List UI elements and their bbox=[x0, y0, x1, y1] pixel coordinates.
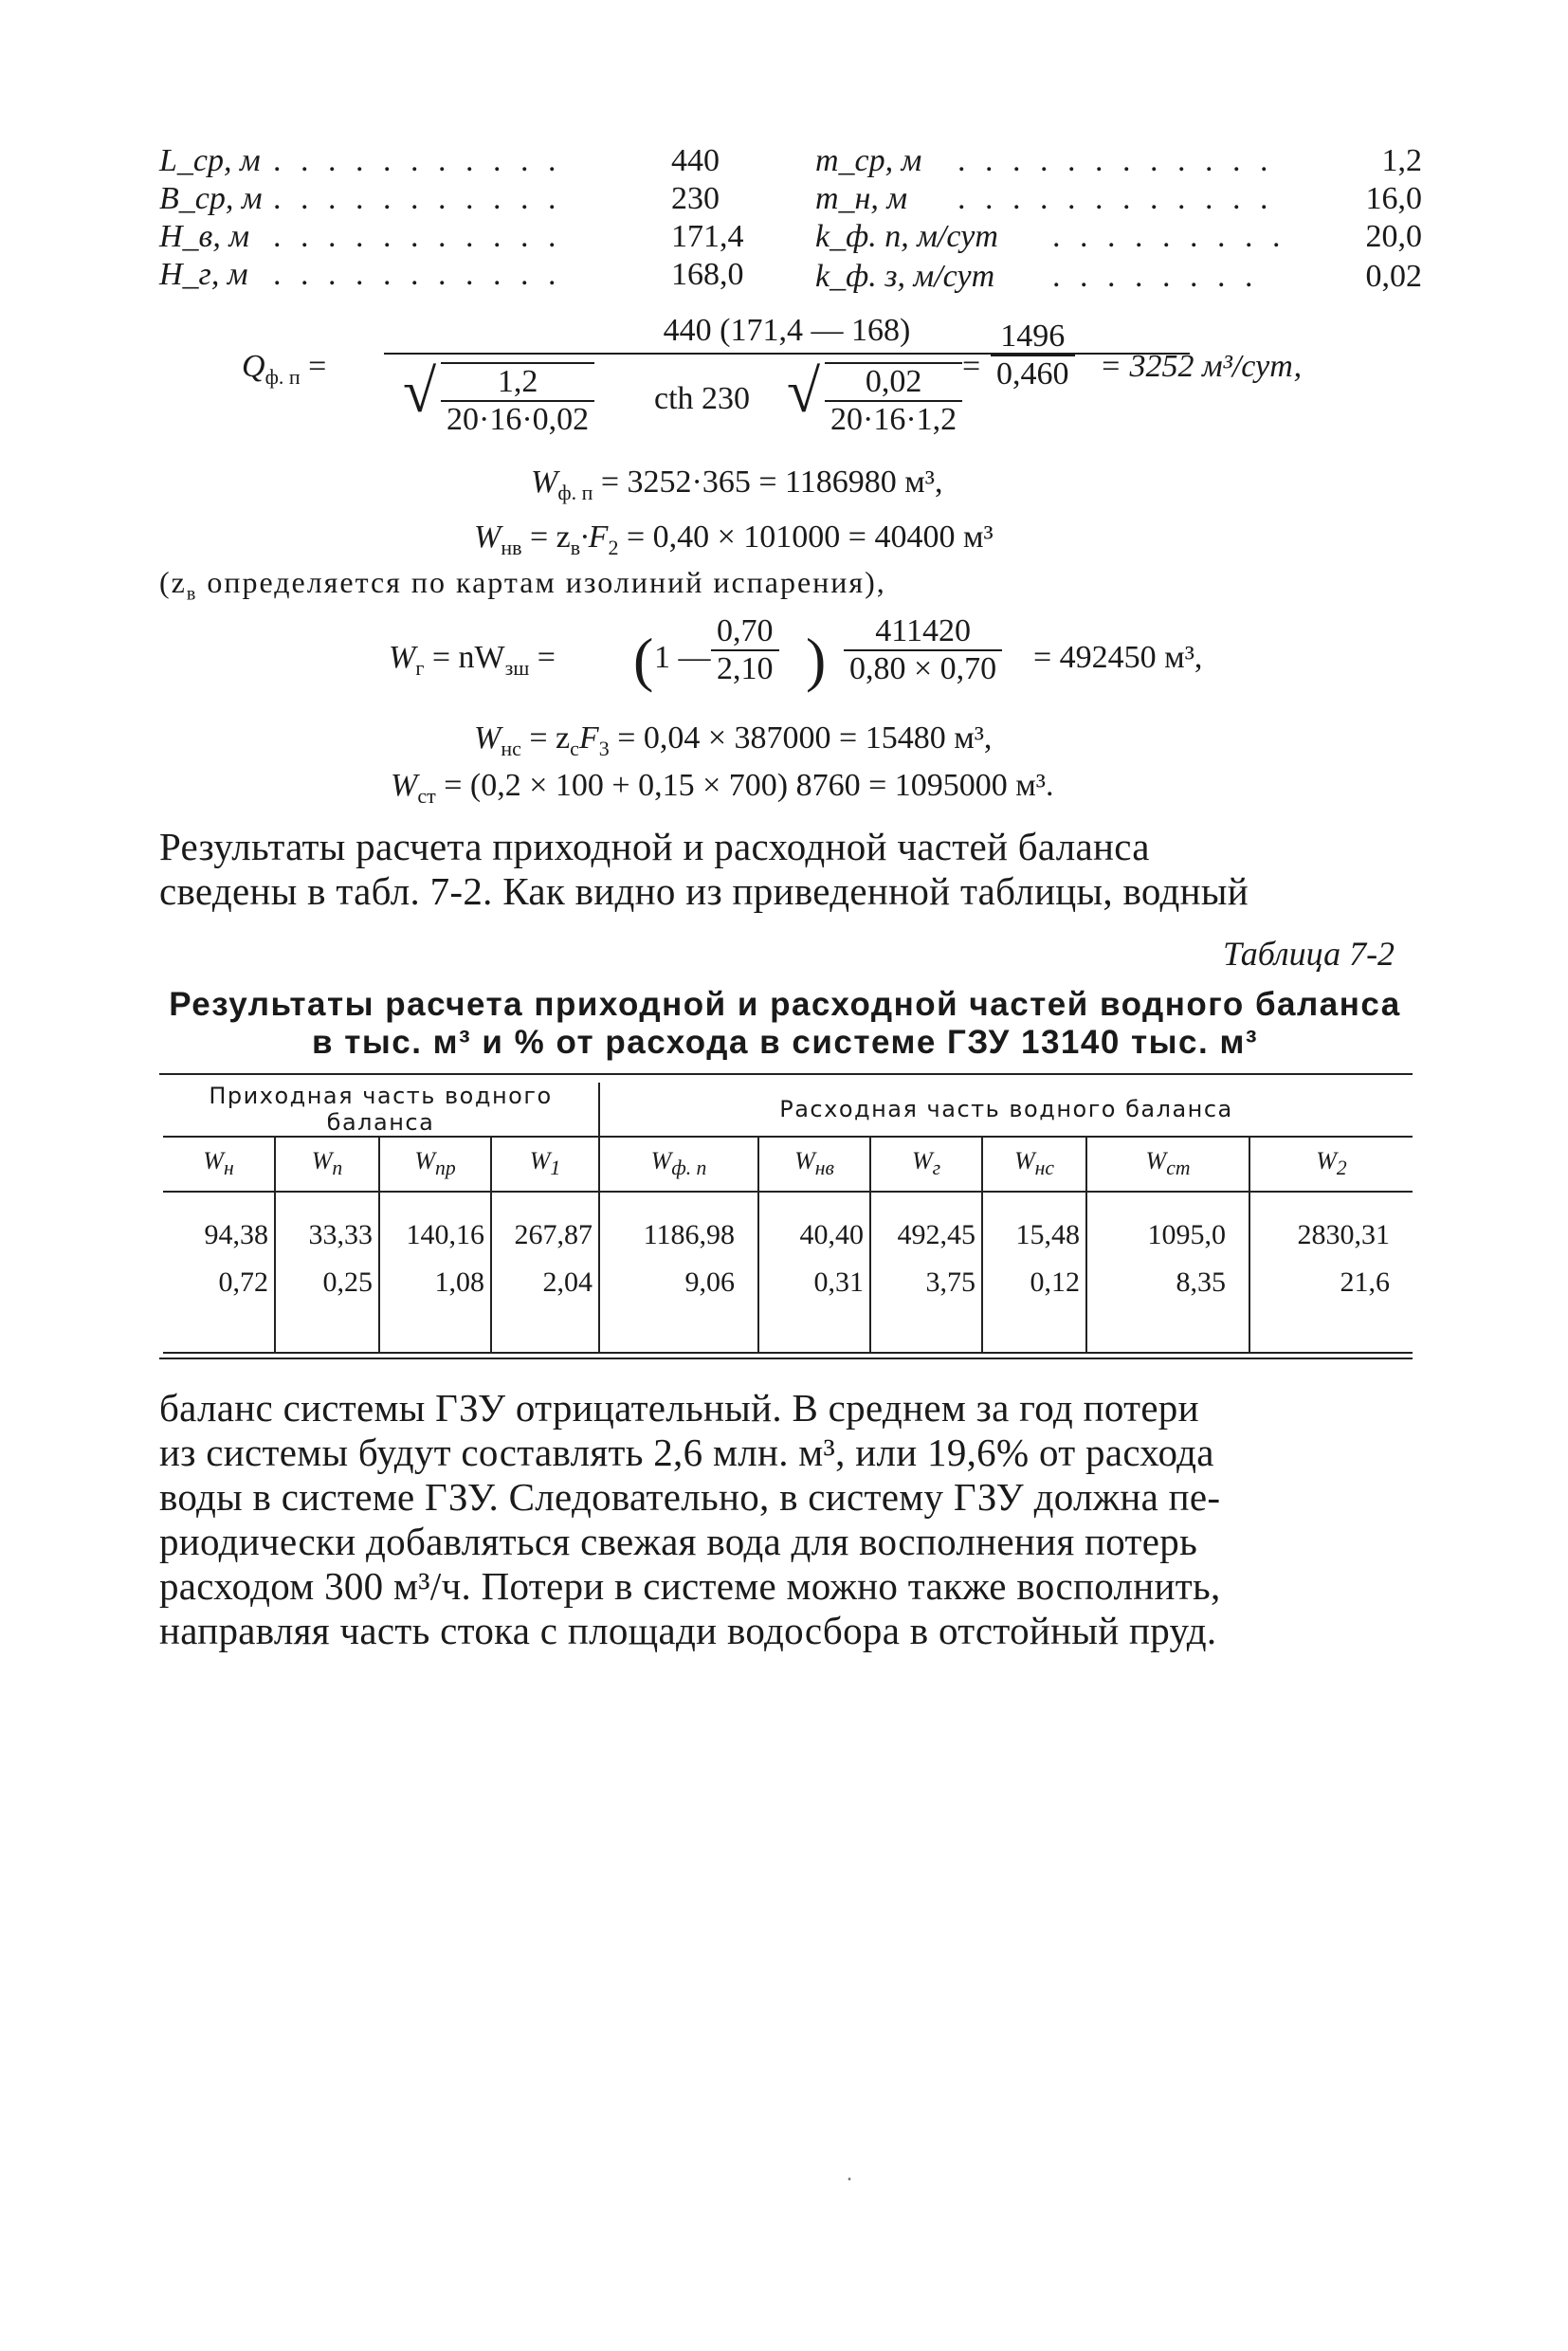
subscript: ф. п bbox=[557, 480, 593, 504]
subscript: 2 bbox=[608, 535, 619, 559]
equation-rhs: = 0,04 × 387000 = 15480 м³, bbox=[617, 720, 993, 756]
cell-value-percent: 9,06 bbox=[684, 1267, 735, 1298]
paragraph-line: направляя часть стока с площади водосбора в отстойный пруд. bbox=[159, 1609, 1217, 1652]
param-value: 171,4 bbox=[671, 219, 744, 254]
subscript: ф. п bbox=[671, 1157, 707, 1180]
sqrt-sign: √ bbox=[403, 357, 437, 425]
subscript: ф. п bbox=[264, 364, 301, 389]
fraction-numerator: 440 (171,4 — 168) bbox=[384, 313, 1190, 355]
equation-w-nv bbox=[474, 519, 994, 560]
result-denominator: 0,460 bbox=[996, 356, 1069, 392]
symbol: ·F bbox=[580, 519, 609, 555]
param-value: 168,0 bbox=[671, 257, 744, 292]
param-leader-dots: . . . . . . . . . . . . bbox=[957, 143, 1274, 178]
table-cell bbox=[275, 1192, 379, 1353]
equation-result: = 3252 м³/сут, bbox=[1100, 349, 1303, 384]
param-value: 0,02 bbox=[1365, 259, 1422, 294]
fraction-numerator: 0,70 bbox=[711, 613, 779, 651]
col-header bbox=[275, 1137, 379, 1192]
cell-value-percent: 0,12 bbox=[1030, 1267, 1080, 1298]
param-leader-dots: . . . . . . . . . . . bbox=[273, 143, 562, 178]
symbol: F bbox=[578, 720, 599, 756]
paragraph-line: риодически добавляться свежая вода для восполнения потерь bbox=[159, 1520, 1198, 1563]
paragraph-line: сведены в табл. 7-2. Как видно из приведенной таблицы, водный bbox=[159, 869, 1249, 913]
paragraph-intro bbox=[159, 825, 1411, 914]
table-cell bbox=[599, 1192, 758, 1353]
subscript: пр bbox=[435, 1157, 456, 1180]
cell-value-percent: 0,31 bbox=[813, 1267, 864, 1298]
equation-w-st bbox=[391, 768, 1053, 809]
param-label: L_ср, м bbox=[159, 143, 261, 178]
col-header bbox=[870, 1137, 982, 1192]
cell-value-percent: 2,04 bbox=[542, 1267, 593, 1298]
cell-value-percent: 0,72 bbox=[218, 1267, 268, 1298]
col-header bbox=[599, 1137, 758, 1192]
param-label: B_ср, м bbox=[159, 181, 263, 216]
equation-w-fp bbox=[531, 465, 942, 505]
symbol: W bbox=[529, 1147, 551, 1176]
table-title-line: Результаты расчета приходной и расходной частей водного баланса bbox=[169, 986, 1401, 1023]
page-footer-mark: . bbox=[847, 2161, 852, 2186]
fraction-denominator: 0,80 × 0,70 bbox=[849, 651, 997, 686]
cell-value-percent: 3,75 bbox=[925, 1267, 975, 1298]
subscript: в bbox=[186, 583, 198, 605]
symbol: W bbox=[1316, 1147, 1337, 1176]
cell-value-amount: 267,87 bbox=[514, 1219, 593, 1250]
water-balance-table bbox=[163, 1083, 1413, 1354]
param-label: H_г, м bbox=[159, 257, 248, 292]
result-numerator: 1496 bbox=[991, 319, 1075, 356]
param-leader-dots: . . . . . . . . . bbox=[1052, 219, 1286, 254]
param-label: m_н, м bbox=[815, 181, 908, 216]
equation-rhs: = 0,40 × 101000 = 40400 м³ bbox=[626, 519, 994, 555]
symbol: W bbox=[391, 768, 418, 803]
equation-rhs: = (0,2 × 100 + 0,15 × 700) 8760 = 1095000 м³. bbox=[444, 768, 1054, 803]
sqrt-sign: √ bbox=[787, 357, 821, 425]
equation-rhs: = 3252·365 = 1186980 м³, bbox=[600, 465, 943, 500]
subscript: нв bbox=[501, 535, 522, 559]
equation-w-nc bbox=[474, 720, 992, 761]
subscript: п bbox=[332, 1157, 343, 1180]
table-caption: Таблица 7-2 bbox=[1223, 935, 1395, 973]
subscript: ст bbox=[417, 783, 436, 808]
param-leader-dots: . . . . . . . . bbox=[1052, 259, 1259, 294]
param-leader-dots: . . . . . . . . . . . . bbox=[957, 181, 1274, 216]
param-value: 1,2 bbox=[1381, 143, 1422, 178]
subscript: в bbox=[570, 535, 581, 559]
cell-value-percent: 21,6 bbox=[1340, 1267, 1390, 1298]
subscript: зш bbox=[504, 655, 530, 680]
fraction-1 bbox=[711, 613, 779, 687]
param-leader-dots: . . . . . . . . . . . bbox=[273, 181, 562, 216]
col-header bbox=[491, 1137, 599, 1192]
table-column-header-row bbox=[163, 1137, 1413, 1192]
paren-right: ) bbox=[806, 626, 827, 693]
symbol: W bbox=[531, 465, 558, 500]
col-header bbox=[163, 1137, 275, 1192]
symbol: W bbox=[650, 1147, 672, 1176]
header-income: Приходная часть водного баланса bbox=[163, 1083, 599, 1137]
col-header bbox=[982, 1137, 1086, 1192]
cell-value-amount: 492,45 bbox=[897, 1219, 975, 1250]
cth-term: cth 230 bbox=[654, 381, 751, 416]
equation-rhs: = z bbox=[530, 519, 571, 555]
table-cell bbox=[758, 1192, 870, 1353]
table-cell bbox=[379, 1192, 491, 1353]
symbol: W bbox=[414, 1147, 435, 1176]
paren-left: ( bbox=[633, 626, 654, 693]
zv-note bbox=[159, 565, 886, 605]
table-group-header-row bbox=[163, 1083, 1413, 1137]
header-expense: Расходная часть водного баланса bbox=[599, 1083, 1413, 1137]
root-denominator: 20·16·0,02 bbox=[447, 402, 590, 437]
table-top-rule bbox=[159, 1073, 1413, 1075]
cell-value-amount: 1095,0 bbox=[1147, 1219, 1226, 1250]
result-fraction bbox=[991, 319, 1075, 392]
equation-mid: = nW bbox=[431, 640, 505, 675]
subscript: 3 bbox=[598, 736, 610, 760]
paragraph-line: из системы будут составлять 2,6 млн. м³, или 19,6% от расхода bbox=[159, 1431, 1214, 1474]
col-header bbox=[1249, 1137, 1413, 1192]
root-denominator: 20·16·1,2 bbox=[830, 402, 957, 437]
paren-term: 1 — bbox=[654, 640, 711, 675]
table-cell bbox=[1086, 1192, 1249, 1353]
fraction-denominator: 2,10 bbox=[717, 651, 774, 686]
symbol: W bbox=[911, 1147, 933, 1176]
cell-value-amount: 33,33 bbox=[308, 1219, 373, 1250]
equals-sign: = bbox=[537, 640, 556, 675]
symbol: W bbox=[311, 1147, 333, 1176]
param-label: m_ср, м bbox=[815, 143, 922, 178]
col-header bbox=[758, 1137, 870, 1192]
paragraph-line: воды в системе ГЗУ. Следовательно, в систему ГЗУ должна пе- bbox=[159, 1475, 1221, 1519]
subscript: 1 bbox=[550, 1157, 561, 1180]
param-value: 440 bbox=[671, 143, 720, 178]
root-numerator: 1,2 bbox=[441, 364, 594, 402]
root-numerator: 0,02 bbox=[825, 364, 962, 402]
table-cell bbox=[163, 1192, 275, 1353]
subscript: 2 bbox=[1336, 1157, 1347, 1180]
cell-value-amount: 140,16 bbox=[406, 1219, 484, 1250]
cell-value-amount: 40,40 bbox=[799, 1219, 864, 1250]
subscript: нс bbox=[1034, 1157, 1055, 1180]
note-text: определяется по картам изолиний испарения), bbox=[197, 565, 886, 599]
equation-lhs: $Q_{ф. п}$ = bbox=[242, 349, 327, 389]
equals-sign: = bbox=[962, 349, 981, 384]
sqrt-fraction-1 bbox=[441, 362, 594, 438]
symbol: W bbox=[474, 720, 501, 756]
col-header bbox=[379, 1137, 491, 1192]
subscript: нв bbox=[814, 1157, 834, 1180]
cell-value-amount: 94,38 bbox=[204, 1219, 268, 1250]
subscript: г bbox=[932, 1157, 941, 1180]
symbol: W bbox=[203, 1147, 224, 1176]
param-label: H_в, м bbox=[159, 219, 250, 254]
table-bottom-rule bbox=[159, 1358, 1413, 1359]
paragraph-line: Результаты расчета приходной и расходной частей баланса bbox=[159, 825, 1150, 868]
param-label: k_ф. п, м/сут bbox=[815, 219, 998, 254]
param-value: 20,0 bbox=[1365, 219, 1422, 254]
table-data-row bbox=[163, 1192, 1413, 1353]
table-title-line: в тыс. м³ и % от расхода в системе ГЗУ 13140 тыс. м³ bbox=[311, 1024, 1259, 1061]
fraction-2 bbox=[844, 613, 1002, 687]
cell-value-amount: 15,48 bbox=[1015, 1219, 1080, 1250]
symbol: Q bbox=[242, 349, 265, 384]
note-open: (z bbox=[159, 565, 187, 599]
param-leader-dots: . . . . . . . . . . . bbox=[273, 257, 562, 292]
symbol: W bbox=[389, 640, 416, 675]
cell-value-percent: 0,25 bbox=[322, 1267, 373, 1298]
param-value: 16,0 bbox=[1365, 181, 1422, 216]
table-cell bbox=[491, 1192, 599, 1353]
symbol: W bbox=[474, 519, 501, 555]
equation-result: = 492450 м³, bbox=[1033, 640, 1203, 675]
cell-value-amount: 2830,31 bbox=[1297, 1219, 1390, 1250]
table-cell bbox=[982, 1192, 1086, 1353]
cell-value-percent: 1,08 bbox=[434, 1267, 484, 1298]
cell-value-percent: 8,35 bbox=[1176, 1267, 1226, 1298]
table-title bbox=[159, 986, 1411, 1062]
cell-value-amount: 1186,98 bbox=[643, 1219, 735, 1250]
paragraph-conclusion bbox=[159, 1386, 1411, 1653]
sqrt-fraction-2 bbox=[825, 362, 962, 438]
table-cell bbox=[870, 1192, 982, 1353]
subscript: ст bbox=[1166, 1157, 1191, 1180]
equation-q bbox=[242, 313, 1379, 455]
symbol: W bbox=[1145, 1147, 1167, 1176]
subscript: с bbox=[570, 736, 579, 760]
table-cell bbox=[1249, 1192, 1413, 1353]
paragraph-line: баланс системы ГЗУ отрицательный. В среднем за год потери bbox=[159, 1386, 1199, 1430]
equation-rhs: = z bbox=[529, 720, 571, 756]
fraction-numerator: 411420 bbox=[844, 613, 1002, 651]
paragraph-line: расходом 300 м³/ч. Потери в системе можно также восполнить, bbox=[159, 1564, 1221, 1608]
param-label: k_ф. з, м/сут bbox=[815, 259, 995, 294]
subscript: нс bbox=[501, 736, 521, 760]
col-header bbox=[1086, 1137, 1249, 1192]
param-value: 230 bbox=[671, 181, 720, 216]
symbol: W bbox=[794, 1147, 815, 1176]
param-leader-dots: . . . . . . . . . . . bbox=[273, 219, 562, 254]
equation-w-g bbox=[389, 611, 1242, 716]
symbol: W bbox=[1013, 1147, 1035, 1176]
subscript: н bbox=[223, 1157, 234, 1180]
subscript: г bbox=[415, 655, 425, 680]
